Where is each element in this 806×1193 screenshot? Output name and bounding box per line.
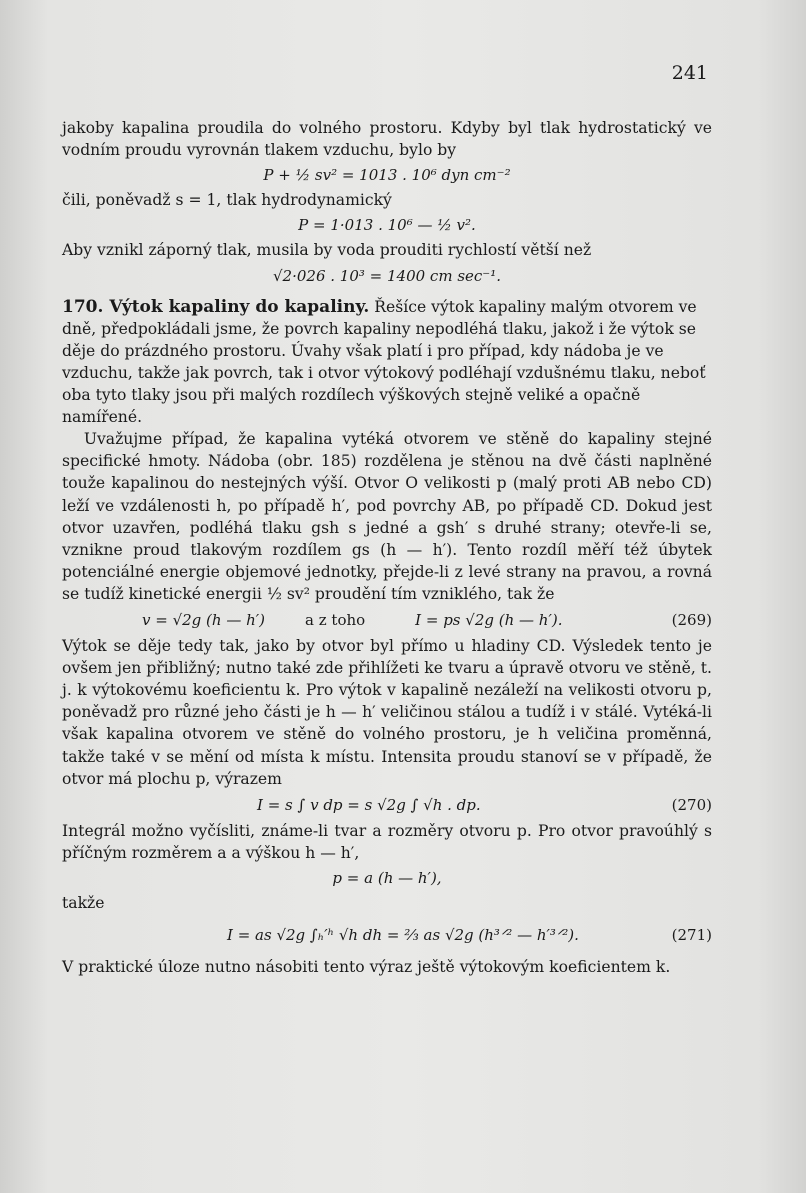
equation: p = a (h — h′), — [332, 869, 442, 887]
paragraph: Aby vznikl záporný tlak, musila by voda prouditi rychlostí větší než — [62, 241, 592, 260]
paragraph-text: Řešíce výtok kapaliny malým otvorem ve dně, předpokládali jsme, že povrch kapaliny nepodléhá tlaku, jakož i že výtok se děje do prázdného prostoru. Úvahy však platí i pro případ, kdy nádoba je ve vzduchu, takže jak povrch, tak i otvor výtokový podléhají vzdušnému tlaku, neboť oba tyto tlaky jsou při malých rozdílech výškových stejně veliké a opačně namířené. — [62, 297, 706, 427]
section-heading: 170. Výtok kapaliny do kapaliny. — [62, 296, 370, 317]
equation: √2·026 . 10³ = 1400 cm sec⁻¹. — [272, 266, 502, 285]
equation-number: (270) — [671, 795, 712, 814]
equation-part: a z toho — [305, 610, 366, 629]
page-number: 241 — [671, 62, 708, 84]
paragraph: jakoby kapalina proudila do volného prostoru. Kdyby byl tlak hydrostatický ve vodním proudu vyrovnán tlakem vzduchu, bylo by — [62, 119, 712, 160]
equation-row — [62, 794, 712, 816]
equation: I = as √2g ∫ₕ′ʰ √h dh = ⅔ as √2g (h³ᐟ² — h′³ᐟ²). — [227, 926, 579, 945]
paragraph: Integrál možno vyčísliti, známe-li tvar a rozměry otvoru p. Pro otvor pravoúhlý s příčným rozměrem a a výškou h — h′, — [62, 821, 712, 862]
equation-row — [62, 924, 712, 946]
paragraph: čili, poněvadž s = 1, tlak hydrodynamický — [62, 191, 392, 210]
equation-number: (271) — [671, 926, 712, 945]
paragraph: V praktické úloze nutno násobiti tento výraz ještě výtokovým koeficientem k. — [62, 958, 671, 977]
paragraph: takže — [62, 894, 105, 913]
equation: P = 1·013 . 10⁶ — ½ v². — [298, 216, 476, 235]
equation: P + ½ sv² = 1013 . 10⁶ dyn cm⁻² — [263, 166, 511, 185]
equation-part: v = √2g (h — h′) — [142, 610, 266, 629]
equation-number: (269) — [671, 610, 712, 629]
equation-row — [62, 609, 712, 631]
page-body — [62, 117, 712, 978]
paragraph: Uvažujme případ, že kapalina vytéká otvorem ve stěně do kapaliny stejné specifické hmoty. Nádoba (obr. 185) rozdělena je stěnou na dvě části naplněné touže kapalinou do nestejných výší. Otvor O velikosti p (malý proti AB nebo CD) leží ve vzdálenosti h, po případě h′, pod povrchy AB, po případě CD. Dokud jest otvor uzavřen, podléhá tlaku gsh s jedné a gsh′ s druhé strany; otevře-li se, vznikne proud tlakovým rozdílem gs (h — h′). Tento rozdíl měří též úbytek potenciálné energie objemové jednotky, přejde-li z levé strany na pravou, a rovná se tudíž kinetické energii ½ sv² proudění tím vzniklého, tak že — [62, 430, 712, 603]
equation: I = s ∫ v dp = s √2g ∫ √h . dp. — [257, 795, 481, 814]
equation-part: I = ps √2g (h — h′). — [415, 610, 563, 629]
paragraph: Výtok se děje tedy tak, jako by otvor byl přímo u hladiny CD. Výsledek tento je ovšem jen přibližný; nutno také zde přihlížeti ke tvaru a úpravě otvoru ve stěně, t. j. k výtokovému koeficientu k. Pro výtok v kapalině nezáleží na velikosti otvoru p, poněvadž pro různé jeho části je h — h′ veličinou stálou a tudíž i v stálé. Vytéká-li však kapalina otvorem ve stěně do volného prostoru, je h veličina proměnná, takže také v se mění od místa k místu. Intensita proudu stanoví se v případě, že otvor má plochu p, výrazem — [62, 637, 713, 788]
